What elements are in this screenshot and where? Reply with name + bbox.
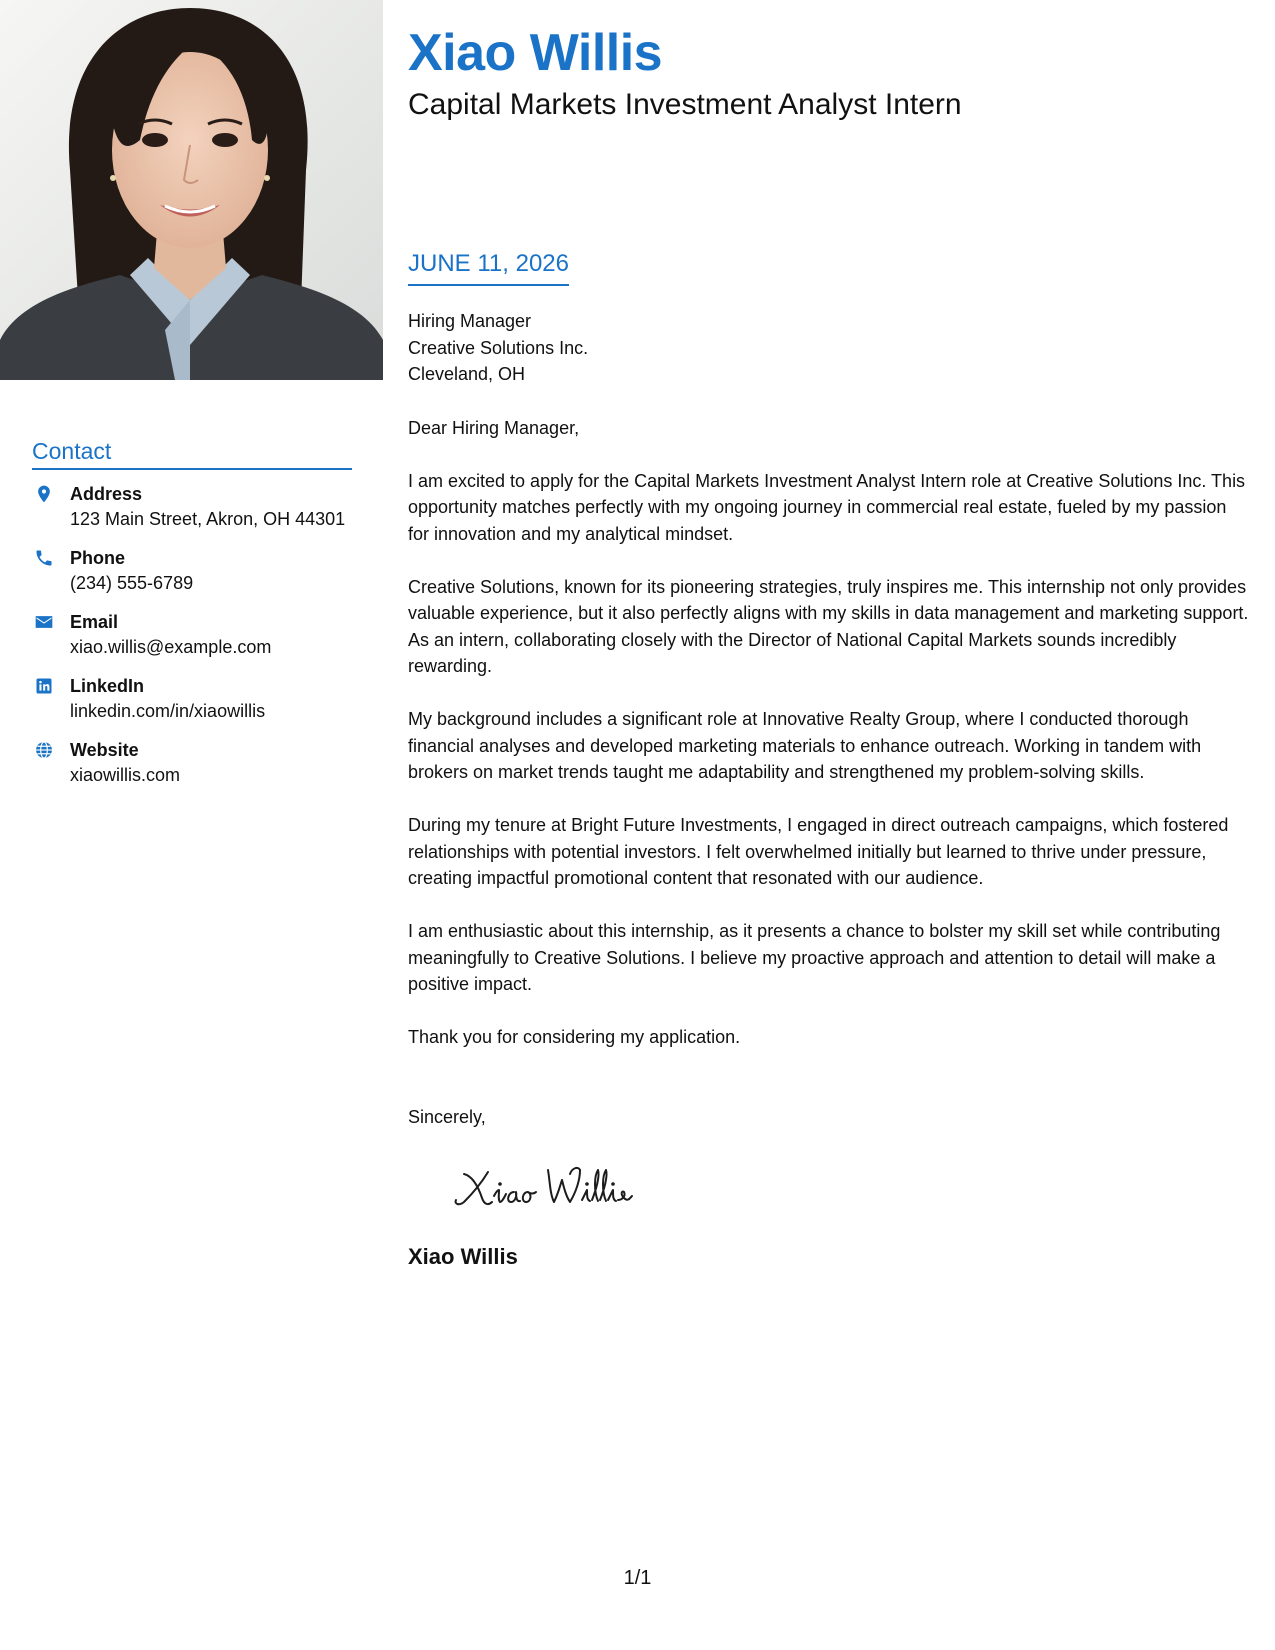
letter-header [408, 22, 1250, 124]
recipient-line: Cleveland, OH [408, 364, 526, 384]
portrait-illustration [0, 0, 383, 380]
letter-paragraph: Thank you for considering my application. [408, 1027, 741, 1047]
letter-paragraph: Creative Solutions, known for its pioneering strategies, truly inspires me. This internship not only provides valuable experience, but it also perfectly aligns with my skills in data management and marketing support. As an intern, collaborating closely with the Director of National Capital Markets sounds incredibly rewarding. [408, 576, 1249, 676]
recipient-line: Hiring Manager [408, 311, 532, 331]
phone-value[interactable]: (234) 555-6789 [70, 573, 194, 593]
contact-heading: Contact [32, 438, 352, 470]
letter-paragraph: During my tenure at Bright Future Investments, I engaged in direct outreach campaigns, which fostered relationships with potential investors. I felt overwhelmed initially but learned to thrive under pressure, creating impactful promotional content that resonated with our audience. [408, 815, 1229, 888]
handwritten-signature [444, 1156, 644, 1216]
profile-photo [0, 0, 383, 380]
contact-email [32, 610, 352, 660]
letter-paragraph: My background includes a significant role at Innovative Realty Group, where I conducted thorough financial analyses and developed marketing materials to enhance outreach. Working in tandem with brokers on market trends taught me adaptability and strengthened my problem-solving skills. [408, 709, 1202, 782]
letter-date: JUNE 11, 2026 [408, 248, 569, 286]
applicant-title: Capital Markets Investment Analyst Intern [408, 88, 962, 121]
email-value[interactable]: xiao.willis@example.com [70, 637, 272, 657]
contact-website [32, 738, 352, 788]
linkedin-label: LinkedIn [70, 676, 145, 696]
letter-body [408, 308, 1250, 1130]
letter-paragraph: I am excited to apply for the Capital Markets Investment Analyst Intern role at Creative Solutions Inc. This opportunity matches perfectly with my ongoing journey in commercial real estate, fueled by my passion for innovation and my analytical mindset. [408, 470, 1246, 544]
envelope-icon [34, 612, 54, 632]
globe-icon [34, 740, 54, 760]
linkedin-value[interactable]: linkedin.com/in/xiaowillis [70, 701, 266, 721]
closing: Sincerely, [408, 1106, 486, 1127]
phone-icon [34, 548, 54, 568]
phone-label: Phone [70, 548, 126, 568]
recipient-line: Creative Solutions Inc. [408, 337, 589, 358]
signer-name: Xiao Willis [408, 1244, 518, 1269]
letter-date-wrap [408, 248, 569, 286]
address-value: 123 Main Street, Akron, OH 44301 [70, 509, 346, 529]
address-label: Address [70, 484, 143, 504]
location-pin-icon [34, 484, 54, 504]
linkedin-icon [34, 676, 54, 696]
page-number: 1/1 [623, 1567, 652, 1589]
website-value[interactable]: xiaowillis.com [70, 765, 181, 785]
email-label: Email [70, 612, 119, 632]
salutation: Dear Hiring Manager, [408, 417, 580, 438]
website-label: Website [70, 740, 139, 760]
recipient-block [408, 308, 1250, 388]
contact-linkedin [32, 674, 352, 724]
contact-address [32, 482, 352, 532]
applicant-name: Xiao Willis [408, 24, 663, 82]
contact-sidebar [32, 438, 352, 802]
letter-paragraph: I am enthusiastic about this internship, as it presents a chance to bolster my skill set while contributing meaningfully to Creative Solutions. I believe my proactive approach and attention to detail will make a positive impact. [408, 921, 1221, 994]
contact-phone [32, 546, 352, 596]
